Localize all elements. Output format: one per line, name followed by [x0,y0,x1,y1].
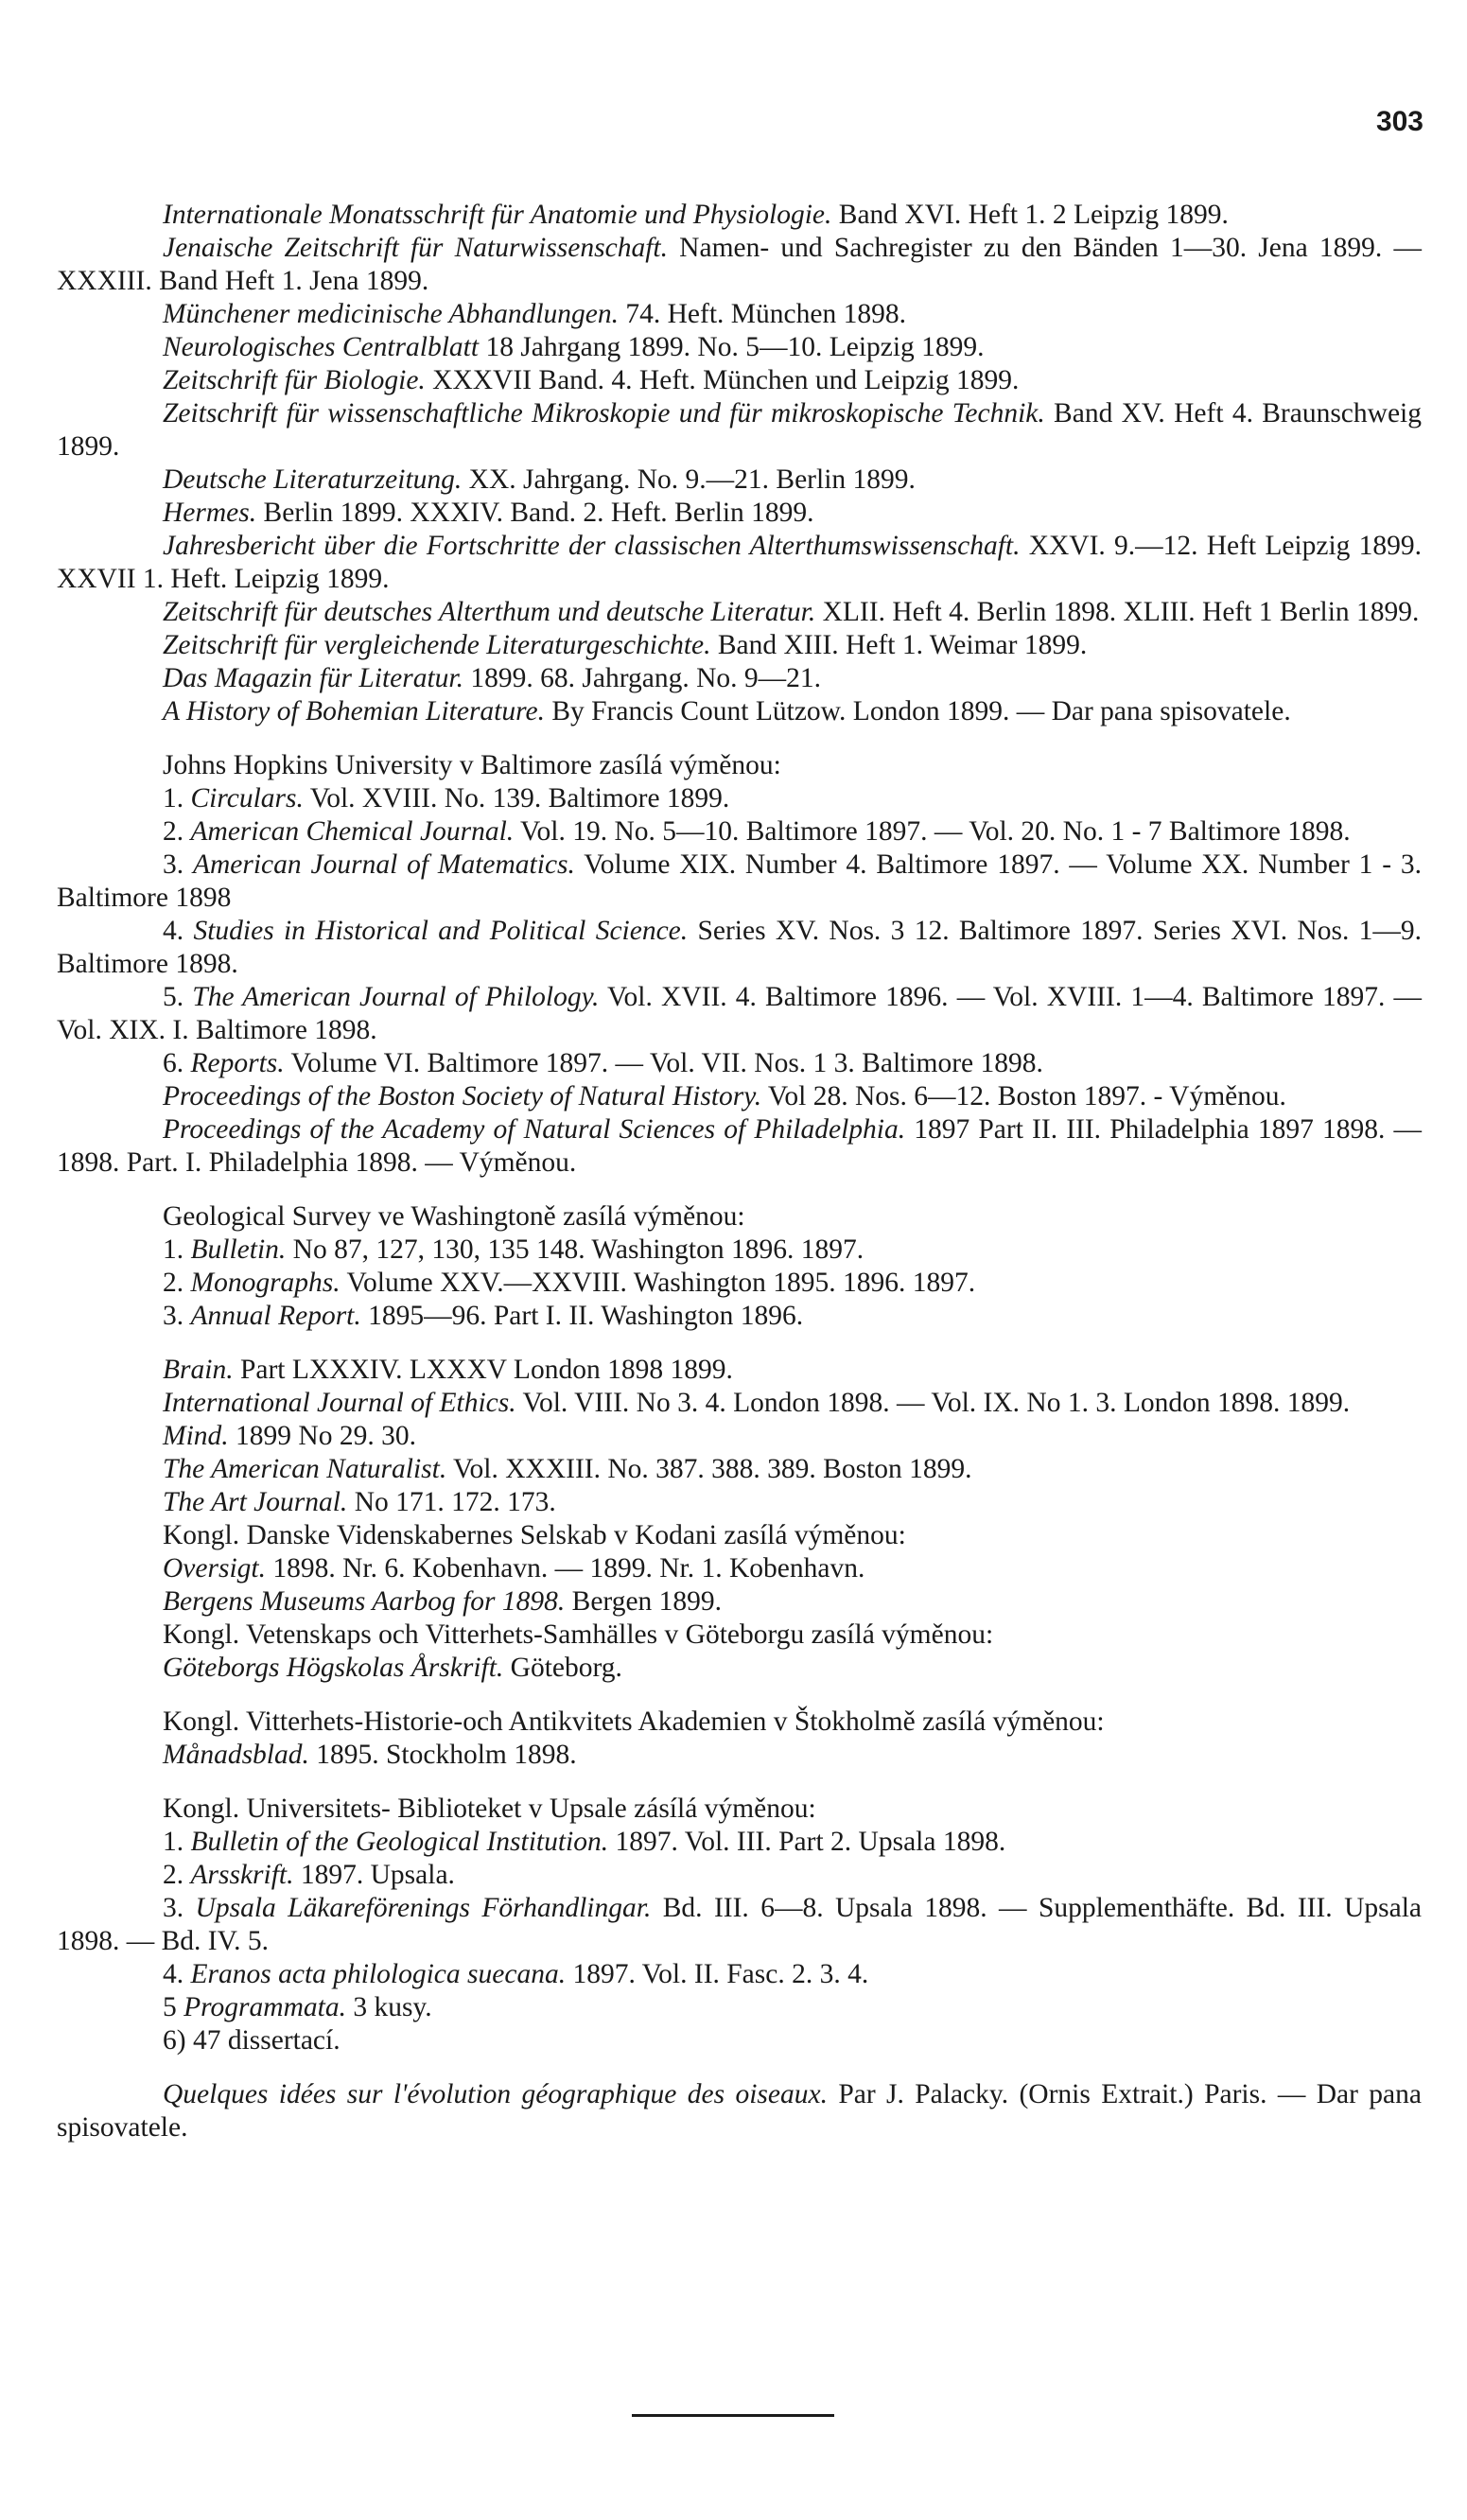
entry-text: 2. [163,816,191,847]
entry-title: Circulars. [190,783,304,814]
bibliography-entry [57,596,1422,629]
entry-group [57,1354,1422,1685]
entry-title: Annual Report. [190,1301,361,1331]
entry-text: Series XV. Nos. 3 12. Baltimore 1897. Series XVI. Nos. 1—9. Baltimore 1898. [57,916,1423,979]
entry-text: Vol. XXXIII. No. 387. 388. 389. Boston 1899. [446,1454,972,1484]
entry-group [57,1706,1422,1772]
entry-text: Vol. VIII. No 3. 4. London 1898. — Vol. IX. No 1. 3. London 1898. 1899. [515,1388,1351,1418]
entry-text: Bd. III. 6—8. Upsala 1898. — Supplementhäfte. Bd. III. Upsala 1898. — Bd. IV. 5. [57,1893,1422,1956]
entry-title: Oversigt. [163,1553,266,1584]
entry-text: Kongl. Vetenskaps och Vitterhets-Samhälles v Göteborgu zasílá výměnou: [163,1619,994,1650]
entry-title: Bergens Museums Aarbog for 1898. [163,1586,566,1617]
page-number: 303 [1375,106,1423,137]
bibliography-entry [57,915,1422,981]
entry-text: Bergen 1899. [565,1586,723,1617]
entry-title: Jahresbericht über die Fortschritte der classischen Alterthumswissenschaft. [163,531,1021,561]
bibliography-entry [57,749,1422,782]
entry-text: Volume XIX. Number 4. Baltimore 1897. — Volume XX. Number 1 - 3. Baltimore 1898 [57,849,1423,913]
entry-title: Jenaische Zeitschrift für Naturwissenschaft. [163,233,668,263]
entry-text: 2. [163,1860,191,1890]
entry-title: Bulletin. [190,1234,287,1265]
closing-rule [632,2414,834,2417]
entry-title: American Chemical Journal. [190,816,515,847]
entry-title: Brain. [163,1355,234,1385]
entry-text: Namen- und Sachregister zu den Bänden 1—30. Jena 1899. — XXXIII. Band Heft 1. Jena 1899. [57,233,1422,296]
bibliography-entry [57,2024,1422,2057]
group-gap [57,728,1422,749]
entry-text: Kongl. Universitets- Biblioteket v Upsale zásílá výměnou: [163,1794,816,1824]
entry-title: Eranos acta philologica suecana. [190,1959,567,1989]
bibliography-entry [57,1619,1422,1652]
entry-text: 1. [163,1234,191,1265]
bibliography-entry [57,1453,1422,1486]
entry-title: Proceedings of the Boston Society of Natural History. [163,1081,762,1111]
bibliography-entry [57,1113,1422,1180]
bibliography-entry [57,1892,1422,1958]
entry-text: Kongl. Danske Videnskabernes Selskab v Kodani zasílá výměnou: [163,1520,906,1550]
entry-group [57,1793,1422,2057]
bibliography-entry [57,1047,1422,1080]
entry-title: Studies in Historical and Political Science. [193,916,689,946]
entry-title: Bulletin of the Geological Institution. [190,1827,609,1857]
group-gap [57,1180,1422,1200]
bibliography-entry [57,1739,1422,1772]
bibliography-entry [57,464,1422,497]
entry-text: XXXVII Band. 4. Heft. München und Leipzig 1899. [425,365,1020,395]
entry-text: Band XVI. Heft 1. 2 Leipzig 1899. [831,200,1229,230]
entry-group [57,1200,1422,1333]
entry-title: The Art Journal. [163,1487,348,1517]
entry-text: 6. [163,1048,191,1078]
bibliography-entry [57,1267,1422,1300]
entry-title: Das Magazin für Literatur. [163,663,463,693]
bibliography-entry [57,199,1422,232]
entry-text: XXVI. 9.—12. Heft Leipzig 1899. XXVII 1. Heft. Leipzig 1899. [57,531,1422,594]
entry-text: 4. [163,916,194,946]
bibliography-entry [57,497,1422,530]
entry-title: Proceedings of the Academy of Natural Sciences of Philadelphia. [163,1114,906,1145]
entry-title: Münchener medicinische Abhandlungen. [163,299,619,329]
entry-group [57,2078,1422,2144]
group-gap [57,1333,1422,1354]
entry-text: 74. Heft. München 1898. [618,299,906,329]
entry-text: 3. [163,1893,196,1923]
entry-title: Neurologisches Centralblatt [163,332,480,362]
entry-text: 3. [163,849,193,880]
entry-text: Band XV. Heft 4. Braunschweig 1899. [57,398,1422,462]
group-gap [57,1685,1422,1706]
bibliography-entry [57,849,1422,915]
bibliography-entry [57,1552,1422,1585]
bibliography-entry [57,232,1422,298]
bibliography-entry [57,1706,1422,1739]
bibliography-entry [57,1859,1422,1892]
entry-title: Zeitschrift für Biologie. [163,365,426,395]
entry-text: 1. [163,1827,191,1857]
entry-text: 4. [163,1959,191,1989]
entry-text: XX. Jahrgang. No. 9.—21. Berlin 1899. [462,464,916,495]
bibliography-entry [57,331,1422,364]
bibliography-entry [57,1585,1422,1619]
entry-text: 1897 Part II. III. Philadelphia 1897 1898. — 1898. Part. I. Philadelphia 1898. — Výměnou. [57,1114,1422,1178]
bibliography-entry [57,397,1422,464]
entry-text: Göteborg. [503,1653,622,1683]
entry-text: Volume XXV.—XXVIII. Washington 1895. 1896. 1897. [340,1268,976,1298]
entry-text: Geological Survey ve Washingtoně zasílá výměnou: [163,1201,745,1232]
entry-title: Monographs. [190,1268,341,1298]
entry-text: Berlin 1899. XXXIV. Band. 2. Heft. Berlin 1899. [256,498,814,528]
entry-text: 1. [163,783,191,814]
entry-text: By Francis Count Lützow. London 1899. — Dar pana spisovatele. [544,696,1291,726]
entry-text: 1895. Stockholm 1898. [308,1740,577,1770]
group-gap [57,2057,1422,2078]
bibliography-entry [57,364,1422,397]
entry-text: 3. [163,1301,191,1331]
entry-title: Quelques idées sur l'évolution géographique des oiseaux. [163,2079,828,2109]
bibliography-entry [57,1234,1422,1267]
entry-title: Arsskrift. [190,1860,294,1890]
entry-text: 6) 47 dissertací. [163,2025,341,2056]
bibliography-entry [57,1486,1422,1519]
entry-text: Kongl. Vitterhets-Historie-och Antikvitets Akademien v Štokholmě zasílá výměnou: [163,1706,1105,1737]
entry-text: Johns Hopkins University v Baltimore zasílá výměnou: [163,750,781,780]
bibliography-entry [57,2078,1422,2144]
entry-title: Mind. [163,1421,229,1451]
entry-text: Vol. XVII. 4. Baltimore 1896. — Vol. XVIII. 1—4. Baltimore 1897. — Vol. XIX. I. Baltimore 1898. [57,982,1423,1045]
entry-title: American Journal of Matematics. [192,849,575,880]
entry-group [57,749,1422,1180]
entry-text: Vol. XVIII. No. 139. Baltimore 1899. [303,783,730,814]
entry-text: 1899 No 29. 30. [228,1421,416,1451]
entry-title: Månadsblad. [163,1740,309,1770]
entry-text: Volume VI. Baltimore 1897. — Vol. VII. Nos. 1 3. Baltimore 1898. [284,1048,1043,1078]
entry-title: Zeitschrift für deutsches Alterthum und deutsche Literatur. [163,597,816,627]
entry-text: 2. [163,1268,191,1298]
entry-text: 18 Jahrgang 1899. No. 5—10. Leipzig 1899. [479,332,985,362]
entry-title: The American Naturalist. [163,1454,447,1484]
entry-title: Hermes. [163,498,257,528]
entry-text: 1897. Vol. II. Fasc. 2. 3. 4. [566,1959,869,1989]
bibliography-entry [57,1793,1422,1826]
bibliography-entry [57,1354,1422,1387]
bibliography-entry [57,1958,1422,1991]
entry-title: Reports. [190,1048,285,1078]
entry-title: Göteborgs Högskolas Årskrift. [163,1653,504,1683]
group-gap [57,1772,1422,1793]
bibliography-entry [57,1991,1422,2024]
entry-text: 1899. 68. Jahrgang. No. 9—21. [463,663,822,693]
entry-text: Vol 28. Nos. 6—12. Boston 1897. - Výměnou. [761,1081,1286,1111]
entry-title: Zeitschrift für vergleichende Literaturgeschichte. [163,630,711,660]
bibliography-entry [57,1826,1422,1859]
bibliography-entry [57,1519,1422,1552]
bibliography-entry [57,629,1422,662]
entry-title: Internationale Monatsschrift für Anatomie und Physiologie. [163,200,832,230]
bibliography-entry [57,298,1422,331]
entry-text: No 87, 127, 130, 135 148. Washington 1896. 1897. [286,1234,864,1265]
entry-title: Programmata. [183,1992,346,2022]
entry-text: Part LXXXIV. LXXXV London 1898 1899. [233,1355,733,1385]
entry-text: 1895—96. Part I. II. Washington 1896. [360,1301,804,1331]
entry-title: Zeitschrift für wissenschaftliche Mikroskopie und für mikroskopische Technik. [163,398,1045,429]
bibliography-entry [57,1200,1422,1234]
bibliography-entry [57,695,1422,728]
bibliography-entry [57,815,1422,849]
bibliography-entry [57,530,1422,596]
entry-title: International Journal of Ethics. [163,1388,516,1418]
entry-text: 1898. Nr. 6. Kobenhavn. — 1899. Nr. 1. Kobenhavn. [265,1553,865,1584]
bibliography-list [57,199,1422,2144]
bibliography-entry [57,1387,1422,1420]
bibliography-entry [57,782,1422,815]
entry-title: Upsala Läkareförenings Förhandlingar. [195,1893,652,1923]
entry-text: XLII. Heft 4. Berlin 1898. XLIII. Heft 1 Berlin 1899. [815,597,1420,627]
entry-text: Vol. 19. No. 5—10. Baltimore 1897. — Vol. 20. No. 1 - 7 Baltimore 1898. [514,816,1351,847]
entry-text: Band XIII. Heft 1. Weimar 1899. [710,630,1088,660]
bibliography-entry [57,981,1422,1047]
entry-text: 1897. Vol. III. Part 2. Upsala 1898. [608,1827,1006,1857]
bibliography-entry [57,1420,1422,1453]
bibliography-entry [57,1080,1422,1113]
bibliography-entry [57,662,1422,695]
entry-group [57,199,1422,728]
bibliography-entry [57,1652,1422,1685]
bibliography-entry [57,1300,1422,1333]
entry-text: 5. [163,982,193,1012]
entry-text: Par J. Palacky. (Ornis Extrait.) Paris. — Dar pana spisovatele. [57,2079,1422,2143]
entry-title: A History of Bohemian Literature. [163,696,545,726]
entry-text: 3 kusy. [345,1992,432,2022]
entry-title: Deutsche Literaturzeitung. [163,464,463,495]
entry-text: No 171. 172. 173. [347,1487,556,1517]
entry-text: 5 [163,1992,184,2022]
entry-text: 1897. Upsala. [293,1860,455,1890]
entry-title: The American Journal of Philology. [192,982,600,1012]
